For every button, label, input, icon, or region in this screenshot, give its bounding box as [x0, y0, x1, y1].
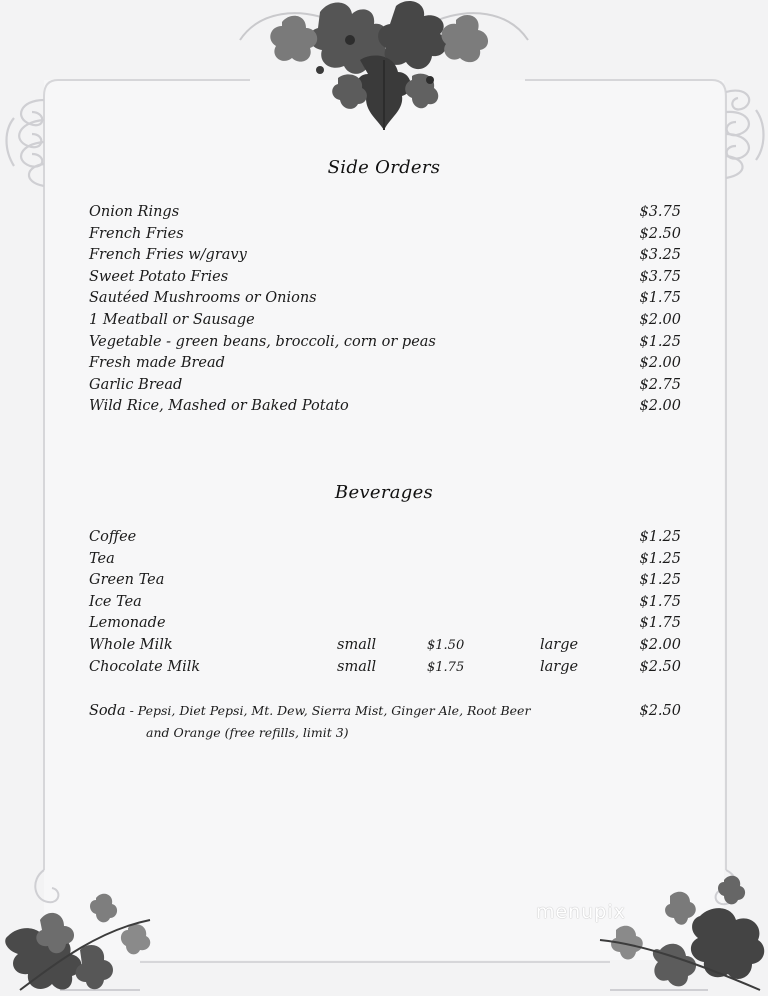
menu-item [89, 570, 681, 592]
item-name: Lemonade [89, 615, 166, 632]
soda-description: - Pepsi, Diet Pepsi, Mt. Dew, Sierra Mist, Ginger Ale, Root Beer [125, 703, 531, 718]
item-price: $2.00 [639, 636, 681, 653]
menu-item [89, 613, 681, 635]
bottom-right-ivy-decoration [600, 876, 764, 990]
item-name: Sweet Potato Fries [89, 268, 229, 285]
item-price: $3.75 [639, 268, 681, 285]
side-orders-title: Side Orders [327, 157, 441, 178]
menu-item [89, 353, 681, 375]
menu-item [89, 267, 681, 289]
item-price: $2.00 [639, 355, 681, 372]
item-price: $2.00 [639, 398, 681, 415]
menu-item [89, 635, 681, 657]
menu-item [89, 657, 681, 679]
menu-item [89, 375, 681, 397]
item-price: $1.75 [639, 290, 681, 307]
menu-item [89, 527, 681, 549]
item-price: $1.25 [639, 550, 681, 567]
large-size-label: large [540, 636, 579, 653]
large-size-label: large [540, 658, 579, 675]
item-name: Onion Rings [89, 204, 180, 220]
item-price: $2.50 [639, 658, 681, 675]
menu-item [89, 592, 681, 614]
menu-item [89, 332, 681, 354]
menu-item [89, 549, 681, 571]
item-price: $2.00 [639, 311, 681, 328]
item-name: Green Tea [89, 572, 165, 589]
item-name: French Fries [89, 225, 184, 242]
item-name: Chocolate Milk [89, 658, 201, 675]
soda-item [89, 700, 681, 744]
item-price: $2.50 [639, 225, 681, 242]
item-price: $1.25 [639, 572, 681, 589]
item-price: $3.25 [639, 247, 681, 264]
item-name: Coffee [89, 529, 137, 545]
item-price: $1.75 [639, 593, 681, 610]
small-size-price: $1.75 [427, 659, 465, 675]
item-name: Tea [89, 550, 115, 567]
item-name: French Fries w/gravy [89, 247, 247, 264]
menu-item [89, 310, 681, 332]
soda-name: Soda [89, 703, 126, 719]
item-name: Vegetable - green beans, broccoli, corn or peas [89, 333, 436, 350]
item-name: Garlic Bread [89, 376, 183, 393]
item-name: Fresh made Bread [89, 355, 225, 372]
menu-item [89, 396, 681, 418]
menu-item [89, 245, 681, 267]
item-price: $1.25 [639, 529, 681, 545]
soda-price: $2.50 [639, 703, 681, 719]
beverages-title: Beverages [334, 482, 434, 503]
top-ivy-decoration [240, 1, 528, 130]
item-price: $1.25 [639, 333, 681, 350]
item-price: $1.75 [639, 615, 681, 632]
beverages-list [89, 527, 681, 678]
menu-item [89, 202, 681, 224]
menu-item [89, 224, 681, 246]
bottom-left-ivy-decoration [5, 894, 150, 990]
soda-description-continued: and Orange (free refills, limit 3) [146, 725, 349, 740]
item-price: $3.75 [639, 204, 681, 220]
small-size-label: small [337, 636, 377, 653]
menupix-watermark: menupix [536, 901, 626, 923]
item-name: Sautéed Mushrooms or Onions [89, 290, 317, 307]
item-name: 1 Meatball or Sausage [89, 311, 255, 328]
item-name: Ice Tea [89, 593, 142, 610]
side-orders-list [89, 202, 681, 418]
small-size-label: small [337, 658, 377, 675]
item-price: $2.75 [639, 376, 681, 393]
item-name: Wild Rice, Mashed or Baked Potato [89, 398, 349, 415]
small-size-price: $1.50 [427, 637, 465, 653]
menu-item [89, 288, 681, 310]
item-name: Whole Milk [89, 636, 173, 653]
